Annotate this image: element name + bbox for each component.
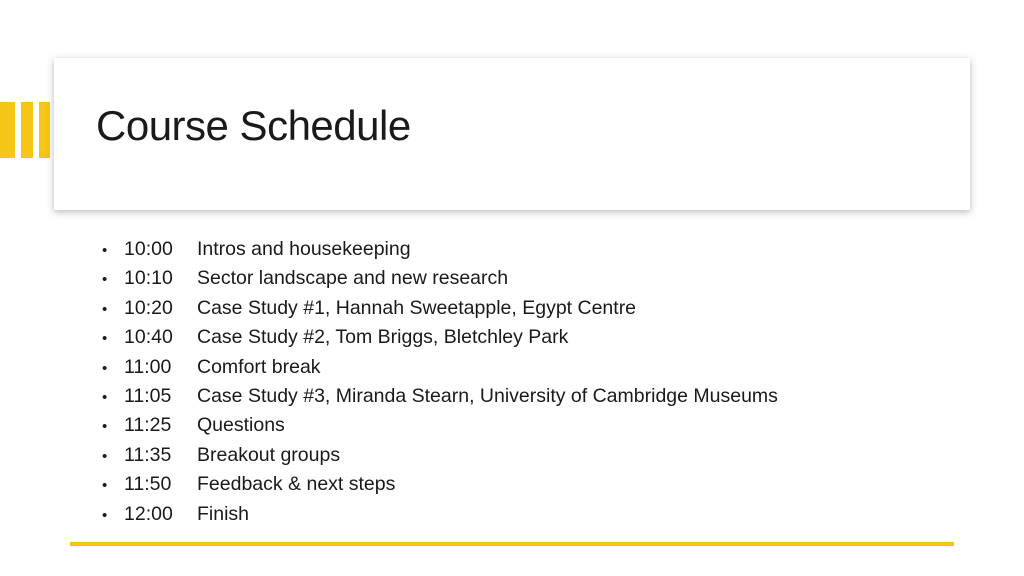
bullet-icon: • — [102, 418, 108, 436]
schedule-item — [102, 503, 778, 532]
schedule-time: 10:20 — [124, 296, 173, 319]
bullet-icon: • — [102, 447, 108, 465]
bullet-icon: • — [102, 359, 108, 377]
slide-title: Course Schedule — [96, 102, 411, 149]
schedule-activity: Intros and housekeeping — [197, 238, 411, 260]
schedule-item — [102, 473, 778, 502]
bullet-icon: • — [102, 506, 108, 524]
schedule-item — [102, 297, 778, 326]
schedule-item — [102, 326, 778, 355]
schedule-time: 11:50 — [124, 473, 172, 496]
schedule-list — [102, 238, 778, 532]
schedule-time: 11:35 — [124, 443, 172, 466]
bullet-icon: • — [102, 271, 108, 289]
bullet-icon: • — [102, 300, 108, 318]
schedule-activity: Case Study #2, Tom Briggs, Bletchley Park — [197, 326, 569, 349]
schedule-time: 10:40 — [124, 326, 173, 349]
footer-divider — [70, 542, 954, 546]
schedule-time: 11:00 — [124, 355, 172, 378]
accent-stripe-1 — [0, 102, 15, 158]
schedule-activity: Breakout groups — [197, 443, 341, 466]
schedule-item — [102, 444, 778, 473]
schedule-activity: Questions — [197, 414, 285, 437]
schedule-time: 11:25 — [124, 414, 172, 437]
schedule-activity: Finish — [197, 502, 250, 525]
accent-stripe-2 — [21, 102, 33, 158]
bullet-icon: • — [102, 242, 108, 259]
bullet-icon: • — [102, 477, 108, 495]
schedule-item — [102, 238, 778, 267]
schedule-activity: Case Study #3, Miranda Stearn, University of Cambridge Museums — [197, 384, 778, 407]
accent-stripe-3 — [39, 102, 50, 158]
bullet-icon: • — [102, 330, 108, 348]
schedule-time: 10:10 — [124, 267, 173, 290]
bullet-icon: • — [102, 388, 108, 406]
title-card — [54, 58, 970, 210]
schedule-activity: Sector landscape and new research — [197, 267, 509, 290]
schedule-time: 12:00 — [124, 502, 173, 525]
schedule-item — [102, 414, 778, 443]
schedule-item — [102, 356, 778, 385]
schedule-activity: Case Study #1, Hannah Sweetapple, Egypt Centre — [197, 296, 637, 319]
schedule-item — [102, 385, 778, 414]
schedule-activity: Feedback & next steps — [197, 473, 396, 496]
schedule-item — [102, 267, 778, 296]
schedule-time: 10:00 — [124, 238, 173, 260]
schedule-time: 11:05 — [124, 384, 172, 407]
schedule-activity: Comfort break — [197, 355, 321, 378]
